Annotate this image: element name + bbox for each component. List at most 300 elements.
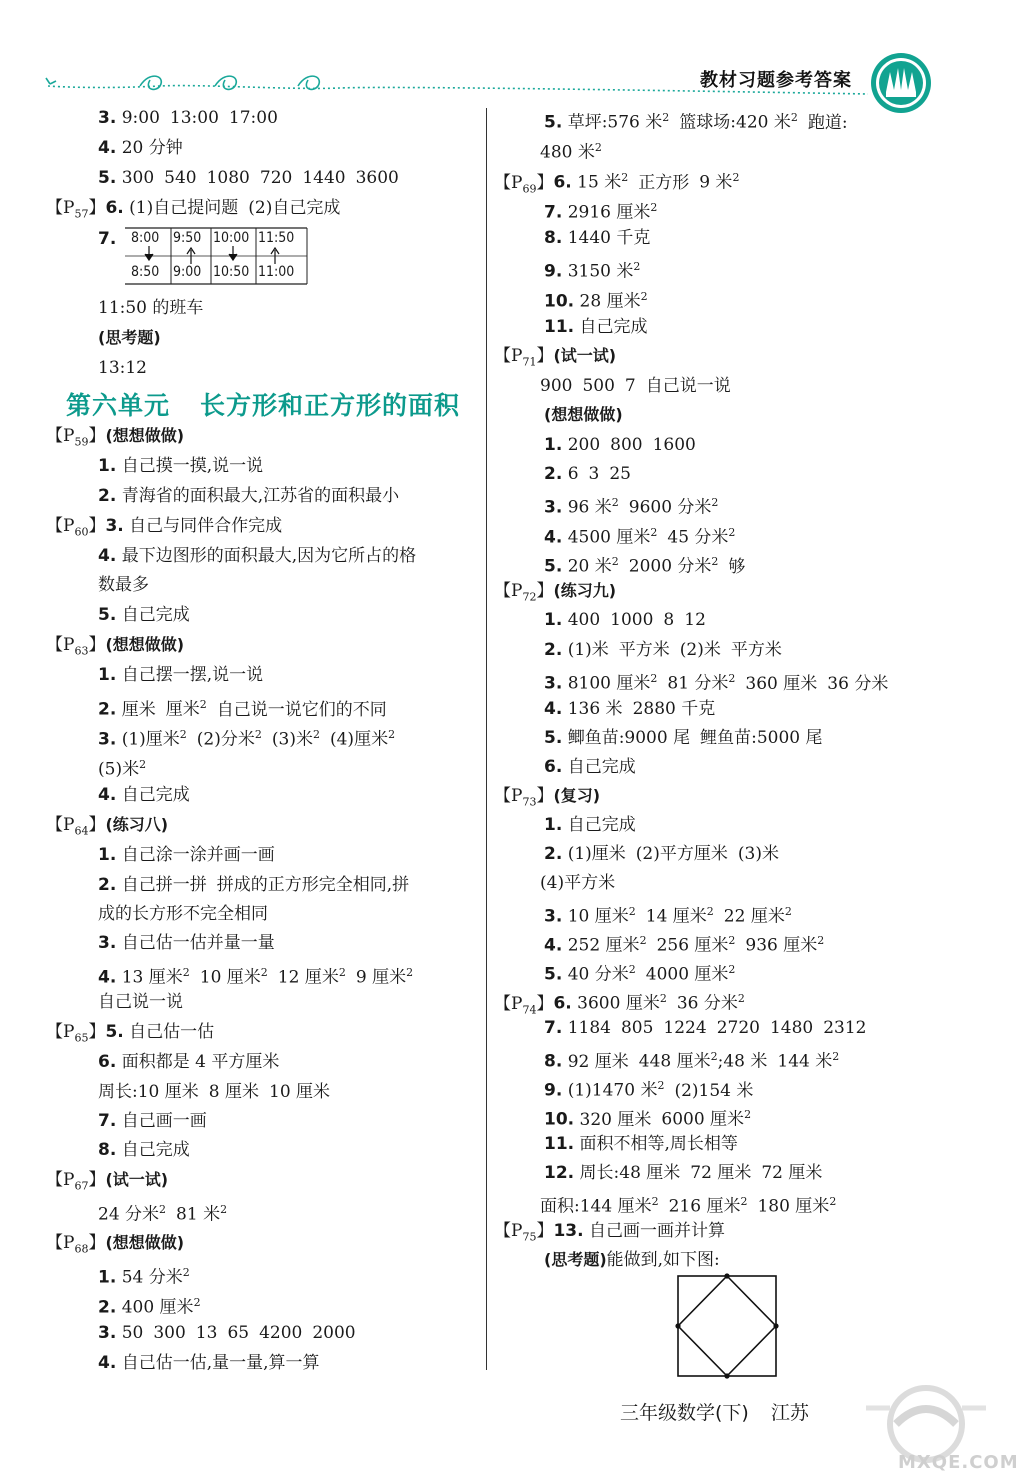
book-logo-icon [868,50,934,116]
answer-line [544,434,696,456]
answer-item: 自己估一估,量一量,算一算 [121,1353,320,1373]
answer-line [544,1046,839,1073]
answer-item: 92 厘米 [567,1051,629,1072]
answer-item: 144 米$^2$ [777,1050,840,1072]
answer-item: 13:12 [98,358,147,378]
answer-line [98,1110,207,1132]
answer-item: 够 [728,556,746,577]
answer-item: (2)分米$^2$ [196,728,262,750]
timetable-cell: 10:50 [213,264,250,280]
question-number: 2. [98,486,117,506]
answer-item: 28 厘米$^2$ [579,290,648,312]
question-number: 6. [553,993,572,1014]
answer-item: 4000 厘米$^2$ [645,963,736,985]
answer-item: 360 厘米 [745,673,818,694]
answer-item: 20 分钟 [121,138,183,158]
answer-item: 13:00 [169,108,219,128]
answer-line [46,1232,184,1260]
answer-item: 8 厘米 [208,1082,259,1102]
question-number: 5. [544,964,563,985]
answer-item: 14 厘米$^2$ [645,905,714,927]
timetable-cell: 9:50 [173,230,202,246]
answer-item: 1000 [610,610,654,630]
question-number: 3. [98,1323,117,1343]
answer-line [544,286,648,313]
timetable-cell: 10:00 [213,230,250,246]
answer-line [98,1322,356,1344]
question-number: 1. [98,665,117,685]
answer-item: (3)米 [737,844,779,864]
question-number: 7. [544,202,563,223]
answer-item: 11:50 的班车 [98,298,204,318]
footer [620,1398,809,1425]
answer-line [98,455,263,477]
answer-line [98,724,395,751]
answer-item: 面积不相等,周长相等 [579,1134,738,1154]
answer-item: 最下边图形的面积最大,因为它所占的格 [121,546,417,566]
answer-line [98,357,147,379]
answer-item: 自己说一说它们的不同 [216,699,387,720]
question-number: 5. [105,1022,124,1042]
answer-item: (2)米 [679,640,721,660]
question-number: 9. [544,1080,563,1101]
answer-item: (4)平方米 [540,873,616,893]
answer-item: 448 厘米$^2$;48 米 [638,1050,768,1072]
section-tag: (思考题) [544,1250,607,1269]
unit-title [66,386,460,422]
question-number: 3. [98,729,117,750]
answer-line [98,754,146,781]
answer-item: 1480 [769,1018,814,1038]
answer-line [544,1075,753,1102]
answer-line [544,609,706,631]
answer-line [544,668,888,695]
answer-line [544,1162,822,1184]
answer-item: 自己摆一摆,说一说 [121,665,264,685]
question-number: 5. [98,168,117,188]
answer-line [544,1133,738,1155]
question-number: 3. [544,497,563,518]
answer-item: 22 厘米$^2$ [723,905,792,927]
question-number: 4. [98,138,117,158]
answer-item: 跑道: [807,112,848,133]
answer-item: 36 分米$^2$ [676,992,745,1014]
answer-line [544,522,735,549]
answer-line [98,485,399,507]
question-number: 6. [553,172,572,193]
bus-timetable [125,226,307,286]
answer-item: 500 [582,376,615,396]
answer-line [98,545,416,567]
answer-item: 自己完成 [121,785,190,805]
section-tag: (思考题) [98,328,161,347]
page-ref: 【$P_{68}$】 [46,1233,106,1256]
answer-item: 自己画一画并计算 [588,1221,725,1241]
answer-item: 自己完成 [567,757,636,777]
answer-item: 自己涂一涂并画一画 [121,845,275,865]
page-ref: 【$P_{67}$】 [46,1170,106,1193]
section-tag: (试一试) [553,346,617,365]
answer-item: 9:00 [121,108,160,128]
answer-line [544,1104,751,1131]
section-tag: (想想做做) [105,1233,185,1252]
answer-line [544,227,650,249]
answer-item: 900 [540,376,573,396]
question-number: 3. [544,673,563,694]
answer-item: 15 米$^2$ [577,171,629,193]
answer-item: 2312 [823,1018,867,1038]
question-number: 2. [98,875,117,895]
answer-item: 周长:48 厘米 [579,1163,681,1183]
answer-line [494,1220,725,1248]
answer-line [544,959,735,986]
answer-item: 805 [620,1018,654,1038]
answer-line [98,1292,201,1319]
answer-item: 1184 [567,1018,611,1038]
answer-item: 8100 厘米$^2$ [567,672,658,694]
answer-item: 10 厘米$^2$ [567,905,636,927]
watermark-text: MXQE.COM [898,1452,1019,1473]
answer-line [98,1081,330,1103]
answer-line [98,107,278,129]
answer-item: 数最多 [98,575,149,595]
answer-item: 54 分米$^2$ [121,1266,190,1288]
answer-item: 50 [121,1323,144,1343]
answer-item: (3)米$^2$ [271,728,320,750]
answer-item: 鲫鱼苗:9000 尾 [567,728,691,748]
question-number: 5. [98,605,117,625]
answer-item: 300 [121,168,155,188]
answer-line [544,463,631,485]
answer-line [494,345,616,373]
answer-item: 青海省的面积最大,江苏省的面积最小 [121,486,400,506]
answer-item: 480 米$^2$ [540,141,602,163]
answer-line [544,316,648,338]
answer-item: 13 [195,1323,218,1343]
answer-line [98,574,149,596]
answer-item: 草坪:576 米$^2$ [567,111,670,133]
answer-item: 72 厘米 [690,1163,752,1183]
answer-item: 自己估一估并量一量 [121,933,275,953]
answer-item: 自己说一说 [98,992,183,1012]
answer-item: 4200 [259,1323,303,1343]
answer-item: 136 米 [567,699,623,719]
answer-line [544,756,636,778]
question-number: 4. [544,935,563,956]
question-number: 2. [544,844,563,864]
answer-line [98,297,203,319]
question-number: 3. [105,516,124,536]
unit-number: 第六单元 [66,391,171,420]
answer-item: 180 厘米$^2$ [757,1195,837,1217]
answer-item: 自己摸一摸,说一说 [121,456,264,476]
answer-item: 2000 [312,1323,356,1343]
answer-line [98,844,275,866]
page-ref: 【$P_{57}$】 [46,198,106,221]
answer-line [98,694,387,721]
answer-line [46,425,184,453]
answer-item: 1440 千克 [567,228,651,248]
answer-item: (5)米$^2$ [98,758,147,780]
question-number: 7. [98,229,117,249]
answer-item: 12 [684,610,706,630]
answer-item: 81 米$^2$ [176,1203,228,1225]
answer-line [544,639,782,661]
answer-item: 200 [567,435,601,455]
answer-item: 9 厘米$^2$ [355,966,414,988]
page-ref: 【$P_{73}$】 [494,786,554,809]
answer-item: 自己完成 [121,1140,190,1160]
answer-item: 9 米$^2$ [699,171,740,193]
answer-item: 12 厘米$^2$ [277,966,346,988]
answer-line [494,580,616,608]
answer-line [544,1017,866,1039]
answer-line [540,1191,836,1218]
answer-line [98,167,399,189]
answer-item: 25 [609,464,631,484]
answer-item: 1080 [206,168,250,188]
answer-item: 300 [153,1323,186,1343]
answer-item: 8 [663,610,675,630]
answer-item: 厘米 [121,699,156,720]
section-tag: (练习八) [105,815,169,834]
answer-line [544,404,623,426]
answer-line [98,604,190,626]
section-tag: (想想做做) [105,635,185,654]
square-in-square-figure [676,1274,778,1378]
question-number: 6. [105,198,124,218]
answer-item: 72 厘米 [761,1163,823,1183]
answer-item: 9600 分米$^2$ [628,496,719,518]
answer-item: 6000 厘米$^2$ [661,1108,752,1130]
page-ref: 【$P_{74}$】 [494,993,554,1017]
answer-line [544,901,792,928]
answer-line [46,197,340,225]
section-tag: (练习九) [553,581,617,600]
question-number: 4. [98,546,117,566]
question-number: 5. [544,112,563,133]
answer-item: 成的长方形不完全相同 [98,904,268,924]
answer-item: 3600 厘米$^2$ [577,992,667,1014]
question-number: 1. [98,456,117,476]
answer-item: 400 厘米$^2$ [121,1296,201,1318]
question-number: 1. [544,435,563,455]
question-number: 2. [98,699,117,720]
answer-line [544,492,718,519]
answer-item: 鲤鱼苗:5000 尾 [700,728,823,748]
answer-item: 篮球场:420 米$^2$ [679,111,798,133]
answer-line [98,137,183,159]
timetable-cell: 9:00 [173,264,202,280]
answer-item: 平方米 [730,640,782,660]
question-number: 13. [553,1221,584,1241]
answer-line [98,874,409,896]
answer-item: 81 分米$^2$ [667,672,736,694]
answer-item: 正方形 [638,172,690,193]
answer-line [46,1021,214,1049]
answer-item: 自己拼一拼 [121,875,207,895]
answer-item: 3 [588,464,600,484]
answer-item: 10 厘米 [269,1082,331,1102]
question-number: 8. [544,228,563,248]
answer-item: 自己说一说 [645,376,731,396]
answer-item: 3150 米$^2$ [567,260,641,282]
answer-line [98,784,190,806]
answer-line [98,1139,190,1161]
answer-item: 面积都是 4 平方厘米 [121,1052,280,1072]
question-number: 9. [544,261,563,282]
answer-line [46,814,168,842]
question-number: 4. [98,967,117,988]
answer-line [494,167,739,200]
answer-line [98,1352,320,1374]
answer-item: 自己画一画 [121,1111,207,1131]
question-number: 4. [98,1353,117,1373]
answer-item: 自己与同伴合作完成 [129,516,283,536]
answer-line [98,1199,227,1226]
answer-line [544,551,745,578]
answer-item: (1)自己提问题 [129,198,239,218]
answer-item: (1)厘米 [567,844,626,864]
question-number: 6. [98,1052,117,1072]
answer-line [98,1262,190,1289]
page-ref: 【$P_{72}$】 [494,581,554,604]
answer-line [544,814,636,836]
question-number: 10. [544,291,575,312]
answer-item: 400 [567,610,601,630]
answer-item: (1)厘米$^2$ [121,728,187,750]
answer-item: 面积:144 厘米$^2$ [540,1195,659,1217]
footer-edition: 江苏 [770,1402,809,1424]
question-number: 1. [544,815,563,835]
question-number: 5. [544,556,563,577]
answer-item: 自己完成 [121,605,190,625]
answer-item: 7 [624,376,636,396]
answer-item: (1)1470 米$^2$ [567,1079,665,1101]
footer-grade: 三年级数学(下) [620,1402,749,1424]
answer-line [540,137,602,164]
answer-line [544,107,848,134]
question-number: 3. [98,108,117,128]
answer-item: 65 [227,1323,250,1343]
section-tag: (复习) [553,786,601,805]
question-number: 6. [544,757,563,777]
answer-item: 13 厘米$^2$ [121,966,190,988]
question-number: 12. [544,1163,575,1183]
answer-item: 216 厘米$^2$ [668,1195,748,1217]
answer-item: 17:00 [228,108,278,128]
answer-item: 540 [164,168,197,188]
answer-item: 45 分米$^2$ [667,526,736,548]
question-number: 4. [98,785,117,805]
answer-item: 2000 分米$^2$ [628,555,719,577]
answer-item: 1224 [663,1018,707,1038]
column-divider [486,108,487,1370]
answer-item: 1440 [302,168,346,188]
answer-line [46,515,282,543]
answer-line [544,256,640,283]
answer-line [98,932,275,954]
question-number: 1. [544,610,563,630]
unit-name: 长方形和正方形的面积 [200,391,461,420]
question-number: 8. [544,1051,563,1072]
question-number: 2. [544,464,563,484]
timetable-cell: 11:00 [258,264,295,280]
timetable-cell: 8:00 [131,230,160,246]
answer-item: 96 米$^2$ [567,496,619,518]
section-tag: (想想做做) [105,426,185,445]
question-number: 4. [544,699,563,719]
answer-item: 252 厘米$^2$ [567,934,647,956]
section-tag: (试一试) [105,1170,169,1189]
answer-line [544,1249,720,1271]
answer-item: 自己估一估 [129,1022,215,1042]
answer-item: 24 分米$^2$ [98,1203,167,1225]
answer-line [98,962,413,989]
answer-item: 拼成的正方形完全相同,拼 [216,875,410,895]
question-number: 5. [544,728,563,748]
answer-line [544,930,824,957]
answer-line [98,664,263,686]
answer-item: 2720 [716,1018,760,1038]
answer-item: (2)154 米 [674,1080,754,1101]
answer-item: 自己完成 [567,815,636,835]
answer-item: 自己完成 [579,317,648,337]
answer-line [98,1051,279,1073]
answer-line [544,843,779,865]
answer-item: 800 [610,435,643,455]
question-number: 1. [98,1267,117,1288]
question-number: 1. [98,845,117,865]
answer-item: (4)厘米$^2$ [329,728,396,750]
answer-line [98,327,161,349]
answer-item: 平方米 [618,640,670,660]
answer-item: 能做到,如下图: [606,1250,720,1270]
answer-item: 36 分米 [827,673,889,694]
page-ref: 【$P_{71}$】 [494,346,554,369]
answer-item: 256 厘米$^2$ [656,934,736,956]
header-title: 教材习题参考答案 [700,70,852,91]
answer-line [98,991,183,1013]
page-ref: 【$P_{64}$】 [46,815,106,838]
answer-item: 6 [567,464,579,484]
question-number: 3. [98,933,117,953]
question-number: 2. [98,1297,117,1318]
section-tag: (想想做做) [544,405,623,424]
answer-line [98,228,116,250]
question-number: 11. [544,1134,575,1154]
answer-item: 936 厘米$^2$ [745,934,825,956]
answer-item: 3600 [355,168,399,188]
answer-line [98,903,268,925]
answer-line [46,1169,168,1197]
answer-item: 2880 千克 [632,699,716,719]
answer-item: (2)平方厘米 [635,844,728,864]
question-number: 4. [544,527,563,548]
page-ref: 【$P_{75}$】 [494,1221,554,1244]
timetable-cell: 8:50 [131,264,160,280]
question-number: 10. [544,1109,575,1130]
question-number: 7. [98,1111,117,1131]
page-ref: 【$P_{59}$】 [46,426,106,449]
question-number: 8. [98,1140,117,1160]
answer-item: (1)米 [567,640,609,660]
answer-line [540,872,615,894]
answer-item: 1600 [652,435,696,455]
page-ref: 【$P_{65}$】 [46,1022,106,1045]
answer-item: 10 厘米$^2$ [199,966,268,988]
answer-line [46,634,184,662]
